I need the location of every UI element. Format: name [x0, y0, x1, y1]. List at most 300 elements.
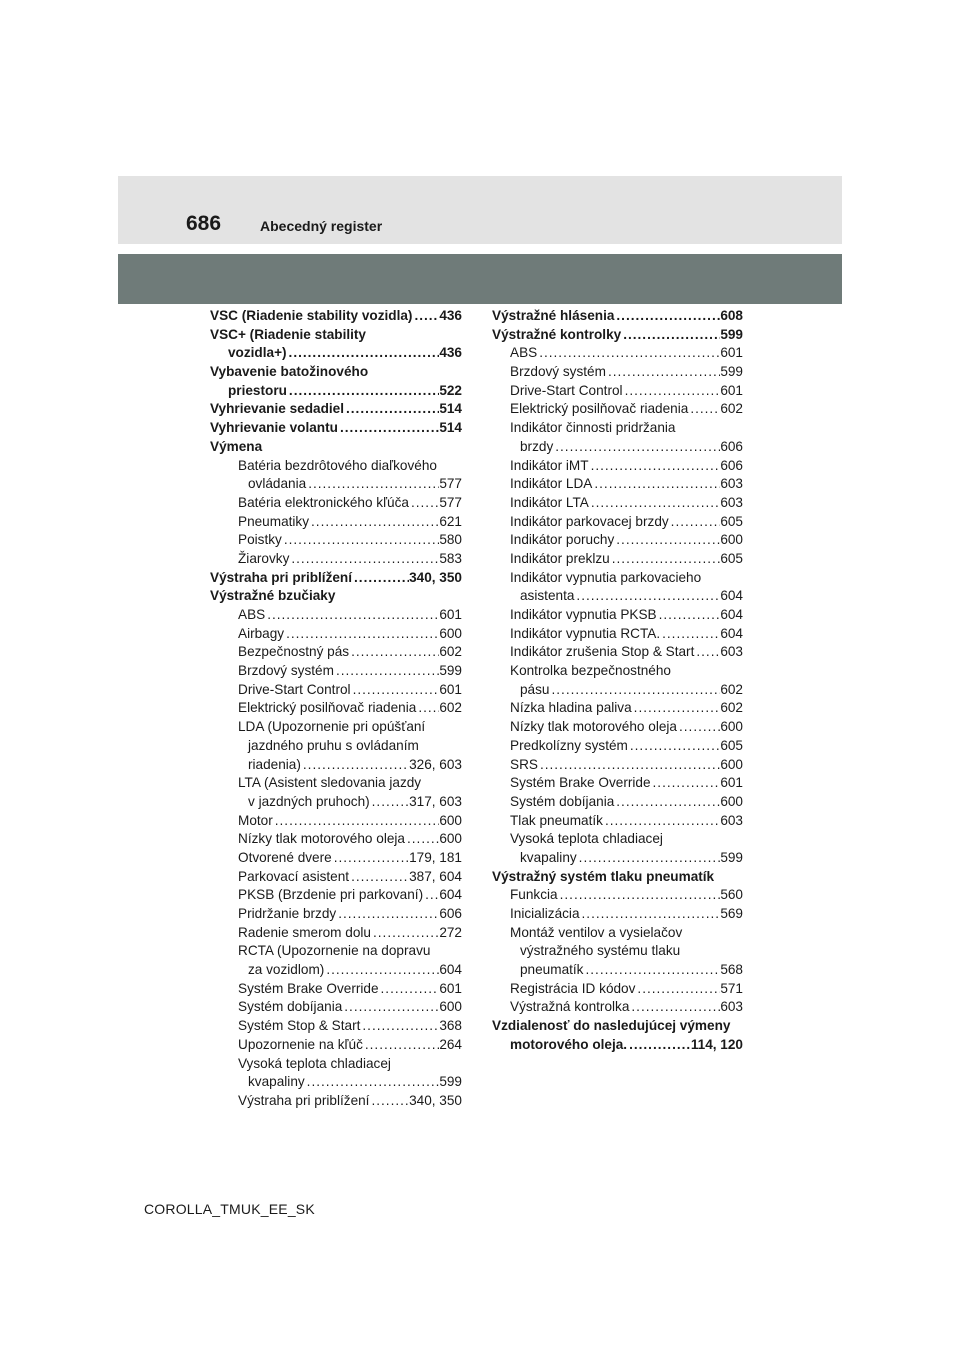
index-entry: [492, 924, 743, 943]
index-entry-page: 179, 181: [409, 849, 462, 865]
dot-leader: [349, 643, 439, 662]
index-entry-label: Inicializácia: [510, 906, 580, 921]
index-entry: [492, 326, 743, 345]
dot-leader: [338, 419, 439, 438]
dot-leader: [301, 756, 409, 775]
index-entry-label: Výstražné bzučiaky: [210, 588, 336, 604]
index-entry-label: Indikátor vypnutia RCTA.: [510, 625, 661, 641]
dot-leader: [635, 980, 720, 999]
index-entry-label: jazdného pruhu s ovládaním: [248, 737, 419, 753]
dot-leader: [651, 774, 721, 793]
index-entry: [492, 998, 743, 1017]
dot-leader: [537, 344, 720, 363]
index-entry-page: 600: [439, 812, 462, 828]
dot-leader: [287, 344, 440, 363]
index-entry-page: 606: [439, 906, 462, 921]
dot-leader: [538, 756, 720, 775]
index-entry-page: 604: [720, 607, 743, 622]
index-entry-page: 600: [439, 831, 462, 847]
index-entry-label: Funkcia: [510, 887, 558, 903]
index-entry: [492, 494, 743, 513]
index-entry: [210, 307, 462, 326]
index-entry: [492, 625, 743, 644]
index-entry-label: Systém Brake Override: [510, 775, 651, 791]
index-entry-page: 604: [720, 625, 743, 641]
index-entry: [492, 793, 743, 812]
dot-leader: [610, 550, 721, 569]
index-entry-page: 317, 603: [409, 793, 462, 809]
dot-leader: [592, 475, 720, 494]
index-entry: [210, 942, 462, 961]
index-entry-label: Parkovací asistent: [238, 868, 350, 884]
index-entry-label: Indikátor LTA: [510, 494, 589, 510]
index-entry: [210, 924, 462, 943]
dot-leader: [621, 326, 720, 345]
index-entry: [492, 737, 743, 756]
dot-leader: [577, 849, 721, 868]
index-entry-label: Tlak pneumatík: [510, 812, 603, 828]
index-entry: [210, 606, 462, 625]
index-entry-label: riadenia): [248, 756, 301, 772]
index-entry: [492, 830, 743, 849]
index-entry-page: 571: [720, 980, 743, 996]
index-entry-page: 577: [439, 494, 462, 510]
index-entry-label: Vybavenie batožinového: [210, 364, 369, 380]
index-entry: [210, 550, 462, 569]
index-entry: [210, 998, 462, 1017]
dot-leader: [379, 980, 440, 999]
dot-leader: [549, 681, 720, 700]
index-entry: [210, 382, 462, 401]
dot-leader: [623, 382, 721, 401]
index-entry-page: 114, 120: [690, 1036, 743, 1052]
index-entry: [492, 849, 743, 868]
index-entry-label: Kontrolka bezpečnostného: [510, 663, 671, 679]
index-entry-page: 514: [439, 401, 462, 417]
index-entry: [492, 961, 743, 980]
index-entry: [492, 438, 743, 457]
index-entry-page: 602: [720, 401, 743, 417]
dot-leader: [334, 662, 439, 681]
dot-leader: [688, 400, 720, 419]
index-entry-label: ABS: [510, 345, 538, 361]
index-entry-label: výstražného systému tlaku: [520, 943, 681, 959]
index-entry-page: 602: [439, 644, 462, 660]
section-title: Abecedný register: [260, 218, 383, 234]
index-entry: [492, 550, 743, 569]
index-entry-label: Montáž ventilov a vysielačov: [510, 924, 683, 940]
index-entry-label: Nízka hladina paliva: [510, 700, 632, 716]
index-entry-label: Elektrický posilňovač riadenia: [510, 401, 689, 417]
dot-leader: [342, 998, 439, 1017]
dot-leader: [669, 513, 721, 532]
index-entry: [492, 942, 743, 961]
index-entry: [492, 606, 743, 625]
index-entry: [492, 980, 743, 999]
index-entry-label: Výstražná kontrolka: [510, 999, 630, 1015]
index-entry-label: Výstraha pri priblížení: [238, 1092, 370, 1108]
dot-leader: [284, 625, 439, 644]
dot-leader: [265, 606, 439, 625]
index-entry: [210, 774, 462, 793]
index-entry: [210, 438, 462, 457]
index-entry: [210, 643, 462, 662]
index-entry: [210, 961, 462, 980]
index-entry-page: 602: [439, 700, 462, 716]
index-entry: [210, 326, 462, 345]
index-entry-page: 605: [720, 550, 743, 566]
dot-leader: [614, 531, 720, 550]
index-entry-page: 600: [720, 756, 743, 772]
index-entry: [210, 494, 462, 513]
dot-leader: [627, 1036, 691, 1055]
index-entry-label: kvapaliny: [520, 849, 577, 865]
index-entry-page: 603: [720, 999, 743, 1015]
index-entry-page: 604: [439, 887, 462, 903]
index-entry-page: 600: [720, 532, 743, 548]
index-entry-label: brzdy: [520, 438, 554, 454]
index-entry-label: Žiarovky: [238, 550, 290, 566]
index-entry-label: Bezpečnostný pás: [238, 644, 350, 660]
index-entry: [210, 625, 462, 644]
index-entry: [210, 400, 462, 419]
index-entry-page: 577: [439, 476, 462, 492]
index-entry-page: 599: [720, 326, 743, 342]
dot-leader: [309, 513, 439, 532]
index-entry: [210, 830, 462, 849]
index-entry-label: Výstražné kontrolky: [492, 326, 622, 342]
index-entry-page: 436: [439, 345, 462, 361]
index-entry: [210, 419, 462, 438]
dot-leader: [352, 569, 409, 588]
index-entry-page: 601: [439, 980, 462, 996]
index-entry: [492, 699, 743, 718]
index-entry-label: Elektrický posilňovač riadenia: [238, 700, 417, 716]
index-entry-page: 368: [439, 1018, 462, 1034]
index-entry-page: 600: [720, 719, 743, 735]
index-entry-label: vozidla+): [228, 345, 287, 361]
index-entry: [492, 382, 743, 401]
index-entry-page: 522: [439, 382, 462, 398]
index-entry: [492, 718, 743, 737]
document-footer: COROLLA_TMUK_EE_SK: [144, 1201, 315, 1217]
index-entry-label: VSC (Riadenie stability vozidla): [210, 308, 413, 323]
index-entry-page: 600: [439, 625, 462, 641]
index-entry-page: 599: [720, 849, 743, 865]
index-entry-label: VSC+ (Riadenie stability: [210, 326, 366, 342]
index-entry-page: 605: [720, 737, 743, 753]
index-entry-label: Indikátor preklzu: [510, 550, 610, 566]
index-entry: [492, 344, 743, 363]
dot-leader: [405, 830, 439, 849]
dot-leader: [423, 886, 439, 905]
index-entry: [492, 513, 743, 532]
dot-leader: [694, 643, 720, 662]
index-entry-page: 603: [720, 644, 743, 660]
dot-leader: [351, 681, 440, 700]
index-entry: [492, 569, 743, 588]
index-entry-page: 560: [720, 887, 743, 903]
dot-leader: [589, 494, 720, 513]
index-entry: [210, 1092, 462, 1111]
dot-leader: [553, 438, 720, 457]
index-entry: [210, 737, 462, 756]
index-entry: [210, 699, 462, 718]
index-entry-label: Predkolízny systém: [510, 737, 628, 753]
index-entry: [210, 905, 462, 924]
index-entry: [210, 980, 462, 999]
index-entry-page: 599: [439, 663, 462, 679]
dot-leader: [614, 793, 720, 812]
index-entry-label: LDA (Upozornenie pri opúšťaní: [238, 719, 426, 735]
index-entry-page: 603: [720, 812, 743, 828]
dot-leader: [349, 868, 409, 887]
index-entry-page: 569: [720, 906, 743, 921]
index-entry-label: Indikátor vypnutia parkovacieho: [510, 569, 702, 585]
index-entry-label: Vzdialenosť do nasledujúcej výmeny: [492, 1018, 731, 1034]
index-entry-label: pneumatík: [520, 962, 584, 978]
index-entry-label: Motor: [238, 812, 273, 828]
index-entry-page: 272: [439, 924, 462, 940]
index-entry-label: Nízky tlak motorového oleja: [238, 831, 405, 847]
index-entry-page: 583: [439, 550, 462, 566]
index-entry-label: Systém Brake Override: [238, 980, 379, 996]
index-entry: [210, 886, 462, 905]
index-entry-label: Airbagy: [238, 625, 285, 641]
index-entry: [492, 812, 743, 831]
index-entry-page: 600: [439, 999, 462, 1015]
index-entry-label: Systém dobíjania: [510, 793, 615, 809]
dot-leader: [409, 494, 439, 513]
dot-leader: [371, 924, 439, 943]
index-entry: [492, 400, 743, 419]
dot-leader: [282, 531, 439, 550]
index-entry-label: Vysoká teplota chladiacej: [510, 831, 663, 847]
index-entry: [492, 643, 743, 662]
index-entry: [210, 513, 462, 532]
index-entry: [210, 868, 462, 887]
index-entry-page: 387, 604: [409, 868, 462, 884]
index-entry: [210, 457, 462, 476]
dot-leader: [677, 718, 720, 737]
index-entry-page: 601: [720, 345, 743, 361]
index-entry: [210, 756, 462, 775]
dot-leader: [580, 905, 721, 924]
index-entry: [492, 363, 743, 382]
dot-leader: [628, 737, 720, 756]
index-entry: [210, 812, 462, 831]
index-entry: [210, 475, 462, 494]
index-entry-label: Brzdový systém: [238, 663, 334, 679]
index-entry: [492, 681, 743, 700]
index-entry-page: 603: [720, 476, 743, 492]
index-entry-page: 436: [439, 308, 462, 323]
index-entry-label: Registrácia ID kódov: [510, 980, 636, 996]
index-entry-page: 604: [439, 962, 462, 978]
index-entry: [210, 849, 462, 868]
index-entry: [492, 1036, 743, 1055]
dot-leader: [589, 457, 721, 476]
index-entry-page: 264: [439, 1036, 462, 1052]
index-entry-label: Upozornenie na kľúč: [238, 1036, 363, 1052]
dot-leader: [657, 606, 721, 625]
index-entry: [492, 457, 743, 476]
index-entry-label: Nízky tlak motorového oleja: [510, 719, 677, 735]
index-entry: [492, 419, 743, 438]
index-entry: [210, 531, 462, 550]
index-entry-label: Poistky: [238, 532, 282, 548]
index-entry: [210, 363, 462, 382]
dot-leader: [289, 550, 439, 569]
dot-leader: [416, 699, 439, 718]
index-entry: [210, 1017, 462, 1036]
index-entry: [492, 905, 743, 924]
index-entry: [210, 1073, 462, 1092]
index-column-left: [210, 307, 462, 1111]
index-entry-page: 600: [720, 793, 743, 809]
index-entry-page: 602: [720, 681, 743, 697]
index-entry-page: 568: [720, 962, 743, 978]
dot-leader: [632, 699, 721, 718]
index-entry-label: Výmena: [210, 438, 263, 454]
index-entry: [492, 886, 743, 905]
index-entry-label: Indikátor vypnutia PKSB: [510, 607, 657, 622]
index-entry: [492, 531, 743, 550]
index-entry-label: kvapaliny: [248, 1074, 305, 1090]
dot-leader: [583, 961, 720, 980]
dot-leader: [287, 382, 439, 401]
index-entry-label: PKSB (Brzdenie pri parkovaní): [238, 887, 424, 903]
index-entry: [210, 681, 462, 700]
index-entry: [492, 475, 743, 494]
index-entry: [492, 868, 743, 887]
index-entry-page: 603: [720, 494, 743, 510]
index-entry-label: Batéria elektronického kľúča: [238, 494, 409, 510]
dot-leader: [273, 812, 440, 831]
index-entry-page: 601: [439, 681, 462, 697]
index-entry-label: Batéria bezdrôtového diaľkového: [238, 457, 437, 473]
index-entry-page: 580: [439, 532, 462, 548]
index-entry-page: 605: [720, 513, 743, 529]
index-entry-label: Výstražné hlásenia: [492, 308, 615, 323]
index-entry: [492, 774, 743, 793]
dot-leader: [606, 363, 720, 382]
index-entry: [210, 718, 462, 737]
dot-leader: [324, 961, 439, 980]
index-entry-label: Indikátor zrušenia Stop & Start: [510, 644, 695, 660]
dot-leader: [603, 812, 720, 831]
index-entry-page: 608: [720, 308, 743, 323]
dot-leader: [336, 905, 439, 924]
index-entry-page: 601: [720, 382, 743, 398]
index-entry-label: Otvorené dvere: [238, 849, 332, 865]
dot-leader: [306, 475, 439, 494]
index-entry-label: Indikátor LDA: [510, 476, 593, 492]
index-entry-page: 514: [439, 420, 462, 436]
index-entry-label: v jazdných pruhoch): [248, 793, 370, 809]
dot-leader: [305, 1073, 440, 1092]
index-entry-label: Drive-Start Control: [238, 681, 351, 697]
decorative-band: [118, 254, 842, 304]
index-entry-label: priestoru: [228, 382, 287, 398]
index-entry-label: SRS: [510, 756, 538, 772]
index-entry-page: 604: [720, 588, 743, 604]
dot-leader: [370, 793, 409, 812]
index-entry: [210, 344, 462, 363]
index-entry-label: Indikátor poruchy: [510, 532, 615, 548]
index-entry-page: 606: [720, 438, 743, 454]
index-entry: [210, 793, 462, 812]
dot-leader: [369, 1092, 409, 1111]
index-entry-label: Pridržanie brzdy: [238, 906, 337, 921]
dot-leader: [360, 1017, 439, 1036]
dot-leader: [614, 307, 720, 326]
page-number: 686: [186, 212, 222, 235]
index-entry: [210, 662, 462, 681]
index-entry: [492, 307, 743, 326]
index-entry: [492, 1017, 743, 1036]
index-entry-page: 601: [720, 775, 743, 791]
index-column-right: [492, 307, 743, 1055]
index-entry: [492, 756, 743, 775]
index-entry: [492, 662, 743, 681]
index-entry-page: 340, 350: [409, 1092, 462, 1108]
index-entry-label: motorového oleja.: [510, 1036, 628, 1052]
index-entry: [492, 587, 743, 606]
index-entry-label: Systém dobíjania: [238, 999, 343, 1015]
index-entry-label: Výstraha pri priblížení: [210, 569, 353, 585]
dot-leader: [574, 587, 720, 606]
index-entry-page: 599: [439, 1074, 462, 1090]
index-entry-label: Vysoká teplota chladiacej: [238, 1055, 391, 1071]
index-entry: [210, 587, 462, 606]
index-entry: [210, 569, 462, 588]
dot-leader: [412, 307, 439, 326]
index-entry-page: 606: [720, 457, 743, 473]
dot-leader: [660, 625, 720, 644]
index-entry-page: 340, 350: [409, 569, 462, 585]
index-entry-label: Drive-Start Control: [510, 382, 623, 398]
dot-leader: [344, 400, 439, 419]
index-entry-label: ABS: [238, 607, 266, 622]
dot-leader: [629, 998, 720, 1017]
index-entry-label: asistenta: [520, 588, 575, 604]
index-entry-label: Vyhrievanie sedadiel: [210, 401, 344, 417]
index-entry: [210, 1055, 462, 1074]
index-entry-page: 602: [720, 700, 743, 716]
index-entry-label: Indikátor parkovacej brzdy: [510, 513, 669, 529]
index-entry-page: 601: [439, 607, 462, 622]
index-entry-label: RCTA (Upozornenie na dopravu: [238, 943, 431, 959]
dot-leader: [363, 1036, 439, 1055]
index-entry-label: Radenie smerom dolu: [238, 924, 371, 940]
index-entry-page: 326, 603: [409, 756, 462, 772]
index-entry-label: Brzdový systém: [510, 364, 606, 380]
index-entry: [210, 1036, 462, 1055]
header-band: [118, 176, 842, 244]
index-entry-label: Vyhrievanie volantu: [210, 420, 338, 436]
index-entry-label: pásu: [520, 681, 550, 697]
index-entry-label: Pneumatiky: [238, 513, 310, 529]
index-entry-label: Indikátor činnosti pridržania: [510, 420, 676, 436]
dot-leader: [558, 886, 721, 905]
index-entry-label: ovládania: [248, 476, 307, 492]
index-entry-page: 621: [439, 513, 462, 529]
dot-leader: [332, 849, 409, 868]
index-entry-label: Výstražný systém tlaku pneumatík: [492, 868, 715, 884]
index-entry-label: LTA (Asistent sledovania jazdy: [238, 775, 422, 791]
index-entry-label: Systém Stop & Start: [238, 1018, 361, 1034]
